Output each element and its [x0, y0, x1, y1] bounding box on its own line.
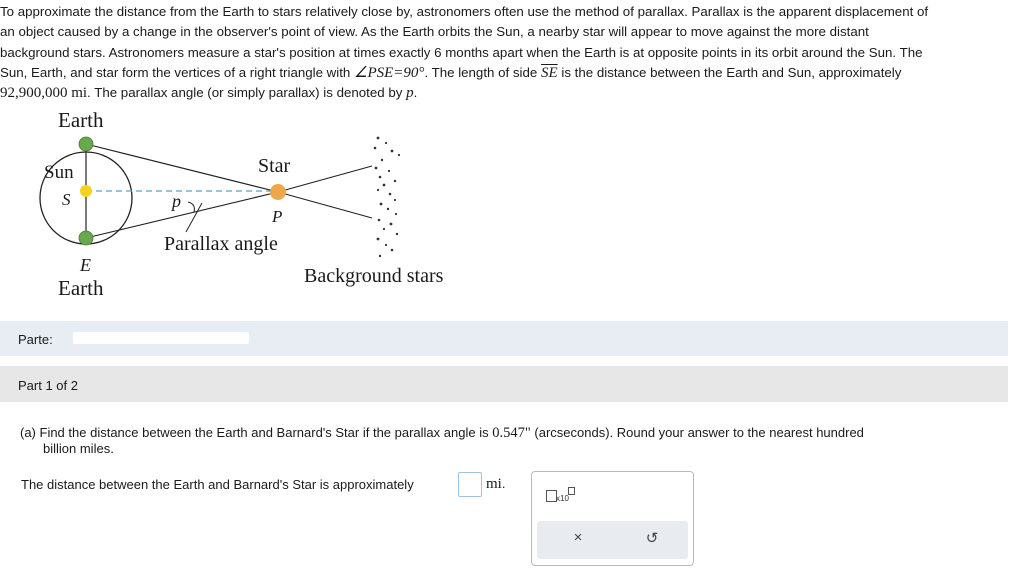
parallax-angle-arc	[188, 202, 194, 212]
part-header	[0, 366, 1008, 402]
intro-line-4	[0, 63, 1010, 83]
answer-unit	[486, 476, 505, 493]
p-small-label: p	[172, 191, 181, 211]
sightline-extension-bottom	[278, 192, 372, 218]
scientific-notation-button[interactable]	[546, 486, 580, 508]
question-text-continued: billion miles.	[43, 441, 114, 456]
segment-se: $\overline{SE}$	[541, 64, 558, 81]
intro-line-5	[0, 83, 1010, 103]
background-stars-label: Background stars	[304, 265, 444, 287]
answer-prompt: The distance between the Earth and Barnard's Star is approximately	[21, 477, 414, 492]
tool-actions-bar	[537, 521, 688, 559]
intro-line-1: To approximate the distance from the Earth to stars relatively close by, astronomers often use the method of parallax. Parallax is the apparent displacement of	[0, 4, 929, 19]
intro-text: . The length of side	[424, 64, 538, 80]
angle-expression: ∠PSE=90°	[354, 64, 425, 81]
sun-icon	[80, 185, 92, 197]
part-label: Part 1 of 2	[18, 378, 78, 393]
x10-label: x10	[556, 494, 569, 503]
background-stars-dots	[374, 137, 400, 258]
intro-text: is the distance between the Earth and Sun, approximately	[561, 64, 902, 80]
s-label: S	[62, 190, 71, 209]
star-label: Star	[258, 155, 291, 177]
parte-bar	[0, 321, 1008, 356]
p-cap-label: P	[272, 207, 283, 226]
question-text-a: (a) Find the distance between the Earth and Barnard's Star if the parallax angle is	[20, 425, 489, 440]
question-text-b: (arcseconds). Round your answer to the nearest hundred	[534, 425, 864, 440]
intro-line-2: an object caused by a change in the observer's point of view. As the Earth orbits the Sun, a nearby star will appear to move against the more distant	[0, 24, 869, 40]
parallax-angle-label: Parallax angle	[164, 233, 278, 255]
parallax-angle-value: 0.547"	[492, 425, 531, 441]
intro-text: .	[413, 85, 418, 101]
e-label: E	[80, 255, 91, 275]
math-tool-panel	[531, 471, 694, 566]
parallax-diagram	[0, 108, 480, 308]
earth-bottom-icon	[79, 231, 93, 245]
parallax-variable: p	[406, 85, 414, 102]
answer-unit-text: mi	[486, 476, 502, 492]
intro-text: Sun, Earth, and star form the vertices of a right triangle with	[0, 64, 351, 80]
intro-line-3: background stars. Astronomers measure a star's position at times exactly 6 months apart when the Earth is at opposite points in its orbit around the Sun. The	[0, 44, 923, 60]
sun-label: Sun	[44, 162, 74, 183]
parte-progress-field	[73, 332, 249, 344]
parte-label: Parte:	[18, 332, 53, 347]
answer-input[interactable]	[458, 472, 482, 497]
earth-top-icon	[79, 137, 93, 151]
undo-button[interactable]: ↺	[645, 530, 659, 547]
star-icon	[270, 184, 286, 200]
earth-bottom-label: Earth	[58, 276, 104, 300]
problem-intro	[0, 2, 1010, 103]
sightline-bottom	[86, 192, 278, 238]
sightline-extension-top	[278, 166, 372, 192]
distance-unit: mi	[71, 85, 88, 102]
clear-button[interactable]: ×	[573, 529, 583, 546]
earth-top-label: Earth	[58, 108, 104, 132]
intro-text: . The parallax angle (or simply parallax) is denoted by	[87, 85, 403, 101]
answer-period: .	[501, 476, 506, 491]
sightline-top	[86, 144, 278, 192]
question-text	[20, 424, 980, 442]
distance-value: 92,900,000	[0, 85, 68, 102]
exponent-box-icon	[568, 487, 575, 495]
